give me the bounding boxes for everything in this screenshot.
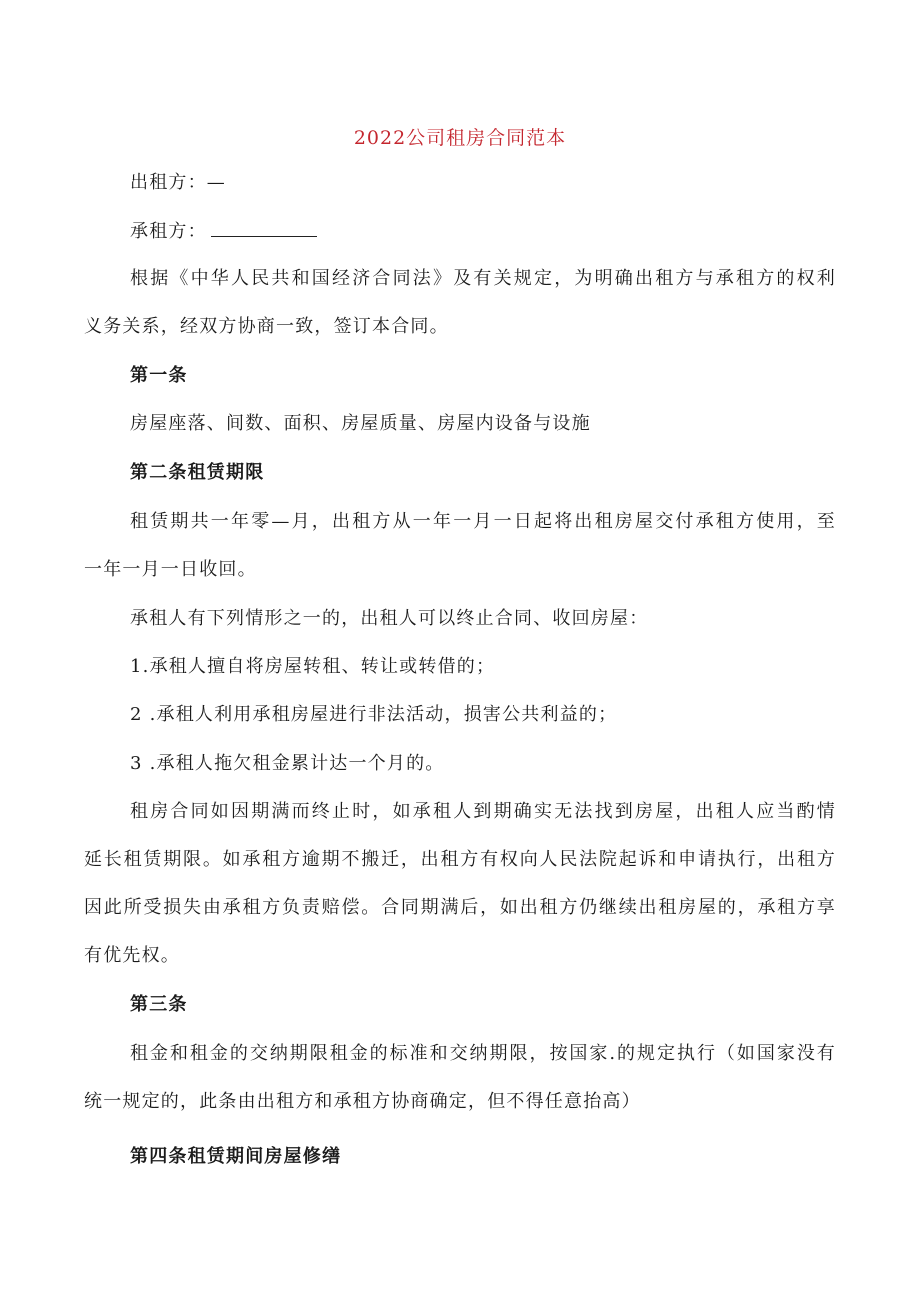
expiry-line-4: 有优先权。 bbox=[84, 945, 180, 966]
termination-item-2: 2 .承租人利用承租房屋进行非法活动，损害公共利益的； bbox=[130, 704, 618, 725]
lessee-line bbox=[130, 217, 890, 247]
article3-text-line-1: 租金和租金的交纳期限租金的标准和交纳期限，按国家.的规定执行（如国家没有 bbox=[130, 1043, 836, 1064]
article3-heading: 第三条 bbox=[130, 994, 188, 1015]
preamble-line-1: 根据《中华人民共和国经济合同法》及有关规定，为明确出租方与承租方的权利 bbox=[130, 268, 836, 289]
termination-item-3: 3 .承租人拖欠租金累计达一个月的。 bbox=[130, 753, 445, 774]
expiry-line-3: 因此所受损失由承租方负责赔偿。合同期满后，如出租方仍继续出租房屋的，承租方享 bbox=[84, 897, 836, 918]
preamble-line-2: 义务关系，经双方协商一致，签订本合同。 bbox=[84, 316, 449, 337]
article1-text: 房屋座落、间数、面积、房屋质量、房屋内设备与设施 bbox=[130, 413, 591, 434]
article3-text-line-2: 统一规定的，此条由出租方和承租方协商确定，但不得任意抬高） bbox=[84, 1091, 641, 1112]
lessor-line bbox=[130, 168, 890, 198]
lessee-blank-field bbox=[211, 218, 317, 237]
termination-item-1: 1.承租人擅自将房屋转租、转让或转借的； bbox=[130, 656, 496, 677]
lessee-label: 承租方： bbox=[130, 221, 207, 242]
article2-term-line-1: 租赁期共一年零—月，出租方从一年一月一日起将出租房屋交付承租方使用，至 bbox=[130, 511, 836, 532]
expiry-line-1: 租房合同如因期满而终止时，如承租人到期确实无法找到房屋，出租人应当酌情 bbox=[130, 801, 836, 822]
article4-heading: 第四条租赁期间房屋修缮 bbox=[130, 1146, 342, 1167]
article1-heading: 第一条 bbox=[130, 365, 188, 386]
article2-term-line-2: 一年一月一日收回。 bbox=[84, 559, 257, 580]
article2-heading: 第二条租赁期限 bbox=[130, 462, 265, 483]
document-title: 2022公司租房合同范本 bbox=[353, 127, 567, 149]
termination-intro: 承租人有下列情形之一的，出租人可以终止合同、收回房屋： bbox=[130, 608, 649, 629]
lessor-label: 出租方：— bbox=[130, 172, 226, 193]
expiry-line-2: 延长租赁期限。如承租方逾期不搬迁，出租方有权向人民法院起诉和申请执行，出租方 bbox=[84, 849, 836, 870]
